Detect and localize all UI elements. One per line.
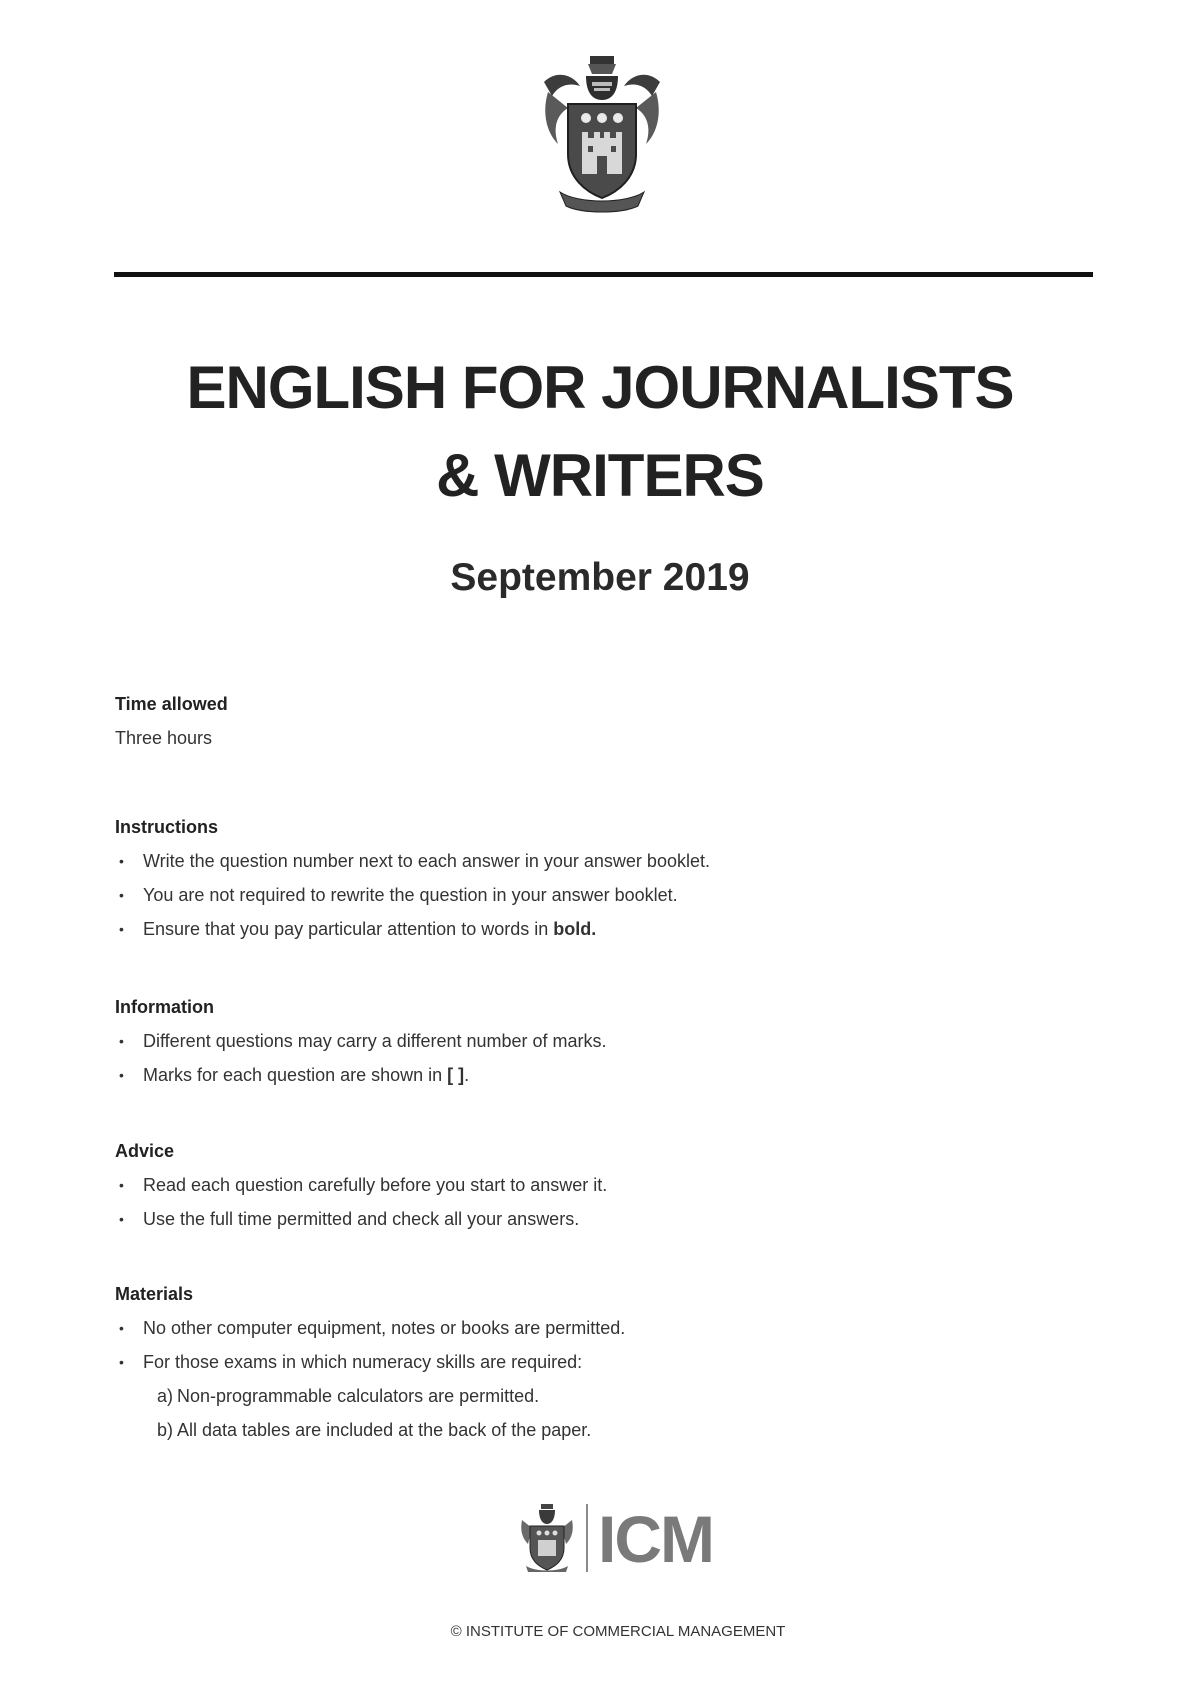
bullet-icon: •: [119, 1211, 124, 1227]
time-allowed-section: [115, 690, 1015, 752]
instructions-section: [115, 813, 1015, 949]
list-item: [115, 1348, 1015, 1382]
list-item-text: No other computer equipment, notes or books are permitted.: [143, 1318, 626, 1338]
bullet-icon: •: [119, 1033, 124, 1049]
header-rule: [114, 272, 1093, 277]
sub-list-item: [115, 1416, 1015, 1450]
instructions-list: [115, 847, 1015, 949]
advice-section: [115, 1137, 1015, 1239]
list-item: [115, 1061, 1015, 1095]
icm-logo: [518, 1500, 718, 1578]
bullet-icon: •: [119, 1320, 124, 1336]
list-item-punct: .: [591, 919, 597, 939]
institute-crest-icon: [538, 52, 666, 214]
list-item-text: Use the full time permitted and check all your answers.: [143, 1209, 580, 1229]
list-item-text: Ensure that you pay particular attention to words in: [143, 919, 554, 939]
list-item: [115, 915, 1015, 949]
information-heading: Information: [115, 997, 214, 1017]
bold-word: bold: [553, 919, 592, 939]
bullet-icon: •: [119, 1354, 124, 1370]
list-item: [115, 847, 1015, 881]
sub-item-text: Non-programmable calculators are permitted.: [177, 1386, 540, 1406]
logo-divider: [586, 1504, 588, 1572]
small-crest-icon: [518, 1502, 576, 1574]
sub-item-letter: a): [156, 1386, 173, 1406]
list-item: [115, 1171, 1015, 1205]
marks-brackets: [ ]: [447, 1065, 465, 1085]
sub-item-text: All data tables are included at the back of the paper.: [177, 1420, 592, 1440]
copyright-notice: © INSTITUTE OF COMMERCIAL MANAGEMENT: [450, 1623, 786, 1640]
exam-title-line-1: ENGLISH FOR JOURNALISTS: [186, 354, 1014, 421]
bullet-icon: •: [119, 887, 124, 903]
list-item-text: Read each question carefully before you start to answer it.: [143, 1175, 608, 1195]
time-allowed-value: Three hours: [115, 728, 213, 748]
advice-list: [115, 1171, 1015, 1239]
sub-list-item: [115, 1382, 1015, 1416]
list-item: [115, 881, 1015, 915]
bullet-icon: •: [119, 853, 124, 869]
list-item-text: For those exams in which numeracy skills are required:: [143, 1352, 583, 1372]
exam-title: [0, 344, 1200, 520]
list-item-text: You are not required to rewrite the question in your answer booklet.: [143, 885, 678, 905]
information-list: [115, 1027, 1015, 1095]
bullet-icon: •: [119, 1067, 124, 1083]
bullet-icon: •: [119, 1177, 124, 1193]
list-item-text: Marks for each question are shown in: [143, 1065, 448, 1085]
bullet-icon: •: [119, 921, 124, 937]
list-item: [115, 1314, 1015, 1348]
list-item: [115, 1027, 1015, 1061]
list-item-punct: .: [464, 1065, 470, 1085]
advice-heading: Advice: [115, 1141, 175, 1161]
materials-section: [115, 1280, 1015, 1450]
instructions-heading: Instructions: [115, 817, 219, 837]
list-item-text: Write the question number next to each answer in your answer booklet.: [143, 851, 710, 871]
list-item-text: Different questions may carry a different number of marks.: [143, 1031, 607, 1051]
sub-item-letter: b): [156, 1420, 173, 1440]
materials-heading: Materials: [115, 1284, 194, 1304]
icm-wordmark: ICM: [598, 1502, 713, 1576]
time-allowed-heading: Time allowed: [115, 694, 228, 714]
exam-title-line-2: & WRITERS: [436, 442, 764, 509]
materials-list: [115, 1314, 1015, 1450]
information-section: [115, 993, 1015, 1095]
list-item: [115, 1205, 1015, 1239]
exam-date: September 2019: [450, 556, 750, 599]
